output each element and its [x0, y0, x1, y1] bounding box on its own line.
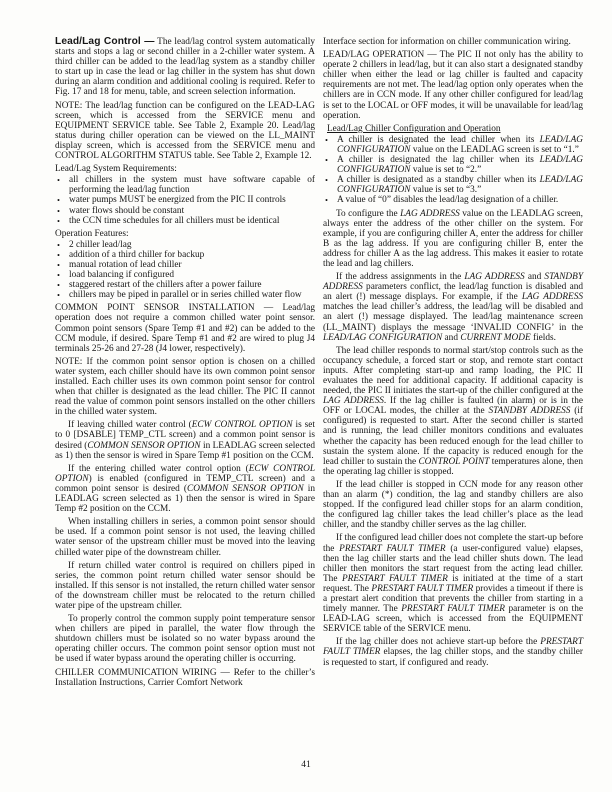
paragraph: NOTE: If the common point sensor option is chosen on a chilled water system, each chiller should have its own common point sensor installed. Each chiller uses its own common point sensor for control when that chiller is designated as the lead chiller. The PIC II cannot read the value of common point sensors installed on the other chillers in the chilled water system. [55, 356, 315, 418]
bullet-icon: • [57, 175, 60, 186]
bullet-text: manual rotation of lead chiller [69, 259, 182, 270]
bullet-list [55, 175, 315, 225]
right-column [323, 37, 583, 691]
bullet-text: chillers may be piped in parallel or in series chilled water flow [69, 290, 302, 301]
bullet-icon: • [57, 195, 60, 206]
bullet-icon: • [57, 249, 60, 260]
bullet-text: A value of “0” disables the lead/lag designation of a chiller. [337, 195, 559, 206]
paragraph: If leaving chilled water control (ECW CONTROL OPTION is set to 0 [DSABLE] TEMP_CTL screen) and a common point sensor is desired (COMMON SENSOR OPTION in LEADLAG screen selected as 1) then the sensor is wired in Spare Temp #1 position on the CCM. [55, 420, 315, 461]
paragraph: The lead chiller responds to normal start/stop controls such as the occupancy schedule, a forced start or stop, and remote start contact inputs. After completing start-up and ramp loading, the PIC II evaluates the need for additional capacity. If additional capacity is needed, the PIC II initiates the start-up of the chiller configured at the LAG ADDRESS. If the lag chiller is faulted (in alarm) or is in the OFF or LOCAL modes, the chiller at the STANDBY ADDRESS (if configured) is requested to start. After the second chiller is started and is running, the lead chiller monitors conditions and evaluates whether the capacity has been reduced enough for the lead chiller to sustain the system alone. If the capacity is reduced enough for the lead chiller to sustain the CONTROL POINT temperatures alone, then the operating lag chiller is stopped. [323, 345, 583, 477]
paragraph: If return chilled water control is required on chillers piped in series, the common point return chilled water sensor should be installed. If this sensor is not installed, the return chilled water sensor of the downstream chiller must be relocated to the return chilled water pipe of the upstream chiller. [55, 560, 315, 611]
paragraph: Lead/Lag Control — The lead/lag control system automatically starts and stops a lag or second chiller in a 2-chiller water system. A third chiller can be added to the lead/lag system as a standby chiller to start up in case the lead or lag chiller in the system has shut down during an alarm condition and additional cooling is required. Refer to Fig. 17 and 18 for menu, table, and screen selection information. [55, 36, 315, 98]
paragraph: LEAD/LAG OPERATION — The PIC II not only has the ability to operate 2 chillers in lead/lag, but it can also start a designated standby chiller when either the lead or lag chiller is faulted and capacity requirements are not met. The lead/lag option only operates when the chillers are in CCN mode. If any other chiller configured for lead/lag is set to the LOCAL or OFF modes, it will be unavailable for lead/lag operation. [323, 50, 583, 121]
bullet-item [55, 270, 315, 280]
bullet-text: water flows should be constant [69, 205, 185, 216]
bullet-icon: • [325, 155, 328, 166]
bullet-icon: • [325, 195, 328, 206]
bullet-text: 2 chiller lead/lag [69, 239, 132, 250]
underlined-subheading: Lead/Lag Chiller Configuration and Operation [327, 123, 501, 134]
paragraph: If the lead chiller is stopped in CCN mode for any reason other than an alarm (*) condition, the lag and standby chillers are also stopped. If the configured lead chiller stops for an alarm condition, the configured lag chiller takes the lead chiller’s place as the lead chiller, and the standby chiller serves as the lag chiller. [323, 479, 583, 531]
bullet-item [55, 260, 315, 270]
paragraph: To configure the LAG ADDRESS value on the LEADLAG screen, always enter the address of the other chiller on the system. For example, if you are configuring chiller A, enter the address for chiller B as the lag address. If you are configuring chiller B, enter the address for chiller A as the lag address. This makes it easier to rotate the lead and lag chillers. [323, 208, 583, 269]
bullet-item [323, 135, 583, 155]
bullet-list [323, 135, 583, 206]
paragraph: To properly control the common supply point temperature sensor when chillers are piped in parallel, the water flow through the shutdown chillers must be isolated so no water bypass around the operating chiller occurs. The common point sensor option must not be used if water bypass around the operating chiller is occurring. [55, 614, 315, 665]
bullet-text: A chiller is designated the lead chiller when its LEAD/LAG CONFIGURATION value on the LEADLAG screen is set to “1.” [337, 134, 583, 155]
paragraph: If the configured lead chiller does not complete the start-up before the PRESTART FAULT TIMER (a user-configured value) elapses, then the lag chiller starts and the lead chiller shuts down. The lead chiller then monitors the start request from the acting lead chiller. The PRESTART FAULT TIMER is initiated at the time of a start request. The PRESTART FAULT TIMER provides a timeout if there is a prestart alert condition that prevents the chiller from starting in a timely manner. The PRESTART FAULT TIMER parameter is on the LEAD-LAG screen, which is accessed from the EQUIPMENT SERVICE table of the SERVICE menu. [323, 533, 584, 635]
bullet-item [55, 280, 315, 290]
bullet-item [55, 195, 315, 205]
bullet-item [55, 240, 315, 250]
bullet-item [55, 206, 315, 216]
bullet-item [55, 175, 315, 195]
paragraph: COMMON POINT SENSOR INSTALLATION — Lead/lag operation does not require a common chilled water point sensor. Common point sensors (Spare Temp #1 and #2) can be added to the CCM module, if desired. Spare Temp #1 and #2 are wired to plug J4 terminals 25-26 and 27-28 (J4 lower, respectively). [55, 303, 315, 354]
bullet-text: all chillers in the system must have software capable of performing the lead/lag function [69, 175, 315, 196]
paragraph: Operation Features: [55, 228, 129, 239]
left-column [55, 37, 315, 691]
bullet-icon: • [57, 205, 60, 216]
paragraph: When installing chillers in series, a common point sensor should be used. If a common point sensor is not used, the leaving chilled water sensor of the upstream chiller must be moved into the leaving chilled water pipe of the downstream chiller. [55, 517, 315, 558]
paragraph: If the address assignments in the LAG ADDRESS and STANDBY ADDRESS parameters conflict, the lead/lag function is disabled and an alert (!) message displays. For example, if the LAG ADDRESS matches the lead chiller’s address, the lead/lag will be disabled and an alert (!) message displayed. The lead/lag maintenance screen (LL_MAINT) displays the message ‘INVALID CONFIG’ in the LEAD/LAG CONFIGURATION and CURRENT MODE fields. [323, 272, 583, 343]
bullet-text: addition of a third chiller for backup [69, 249, 205, 260]
bullet-icon: • [57, 270, 60, 281]
bullet-icon: • [57, 290, 60, 301]
bullet-icon: • [57, 259, 60, 270]
bullet-icon: • [57, 215, 60, 226]
paragraph: CHILLER COMMUNICATION WIRING — Refer to the chiller’s Installation Instructions, Carrier Comfort Network [55, 667, 315, 688]
paragraph: NOTE: The lead/lag function can be configured on the LEAD-LAG screen, which is accessed from the SERVICE menu and EQUIPMENT SERVICE table. See Table 2, Example 20. Lead/lag status during chiller operation can be viewed on the LL_MAINT display screen, which is accessed from the SERVICE menu and CONTROL ALGORITHM STATUS table. See Table 2, Example 12. [55, 100, 315, 162]
bullet-item [55, 250, 315, 260]
bullet-item [55, 290, 315, 300]
bullet-icon: • [325, 175, 328, 186]
bullet-item [323, 195, 583, 205]
paragraph: Lead/Lag System Requirements: [55, 164, 177, 175]
bullet-text: A chiller is designated the lag chiller when its LEAD/LAG CONFIGURATION value is set to “2.” [337, 155, 583, 176]
bullet-item [323, 155, 583, 175]
page-number: 41 [301, 760, 311, 770]
bullet-text: the CCN time schedules for all chillers must be identical [69, 215, 280, 226]
bullet-icon: • [325, 134, 328, 145]
bullet-text: staggered restart of the chillers after a power failure [69, 280, 262, 291]
bullet-icon: • [57, 239, 60, 250]
paragraph: If the lag chiller does not achieve start-up before the PRESTART FAULT TIMER elapses, the lag chiller stops, and the standby chiller is requested to start, if configured and ready. [323, 637, 583, 668]
bullet-item [55, 216, 315, 226]
bullet-text: water pumps MUST be energized from the PIC II controls [69, 195, 286, 206]
runin-heading: Lead/Lag Control — [55, 36, 155, 47]
bullet-item [323, 175, 583, 195]
paragraph: If the entering chilled water control option (ECW CONTROL OPTION) is enabled (configured in TEMP_CTL screen) and a common point sensor is desired (COMMON SENSOR OPTION in LEADLAG screen selected as 1) then the sensor is wired in Spare Temp #2 position on the CCM. [55, 463, 315, 515]
bullet-text: A chiller is designated as a standby chiller when its LEAD/LAG CONFIGURATION value is set to “3.” [337, 175, 583, 196]
paragraph: Interface section for information on chiller communication wiring. [323, 37, 571, 47]
bullet-text: load balancing if configured [69, 270, 175, 281]
bullet-list [55, 240, 315, 301]
two-column-layout [55, 37, 583, 691]
bullet-icon: • [57, 280, 60, 291]
